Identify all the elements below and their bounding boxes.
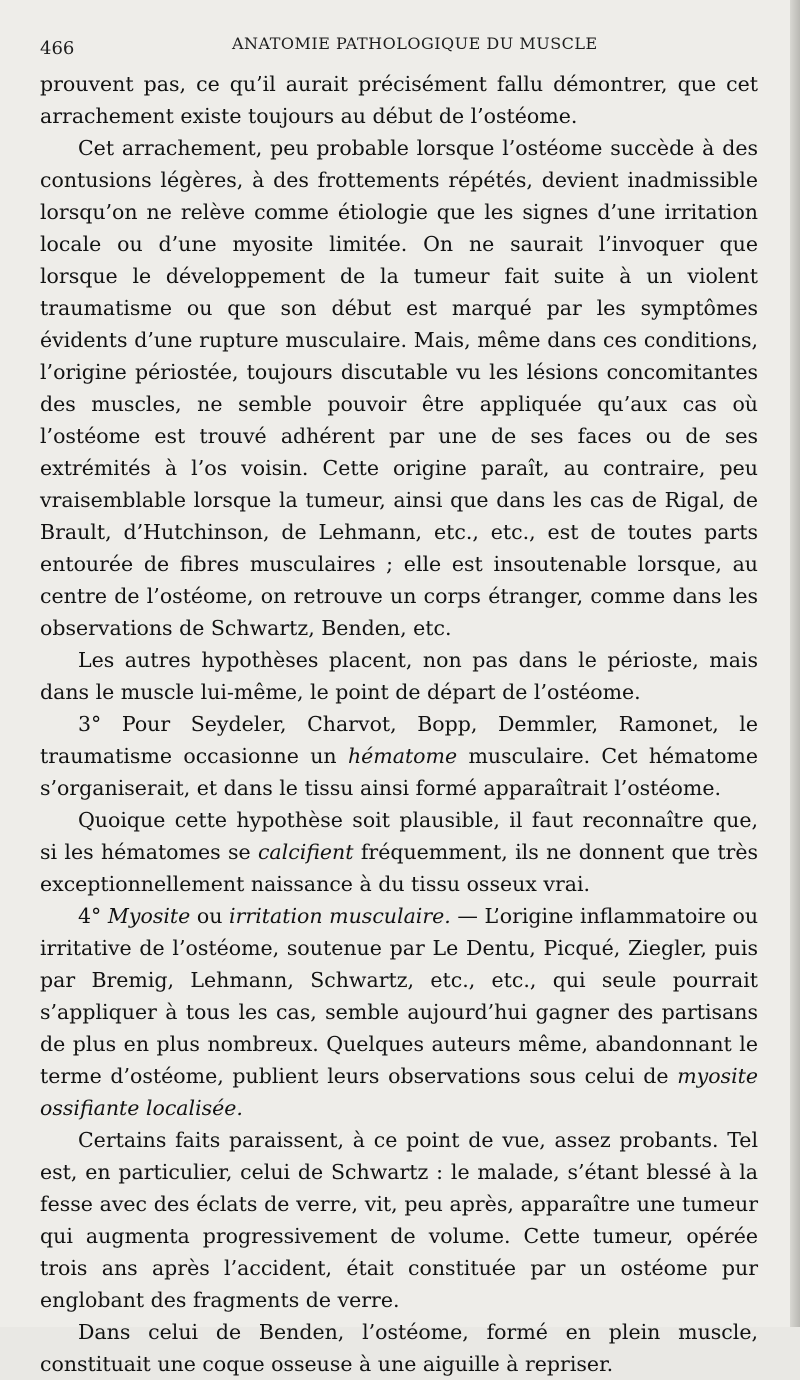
paragraph xyxy=(40,1124,758,1316)
italic-text-segment: myosite ossifiante localisée. xyxy=(40,1064,758,1120)
italic-text-segment: Myosite xyxy=(107,904,191,928)
page-header xyxy=(40,32,740,60)
page-number: 466 xyxy=(40,38,75,59)
text-segment: Cet arrachement, peu probable lorsque l’ostéome succède à des contusions légères, à des frottements répétés, devient inadmissible lorsqu’on ne relève comme étiologie que les signes d’une irritation locale ou d’une myosite limitée. On ne saurait l’invoquer que lorsque le développement de la tumeur fait suite à un violent traumatisme ou que son début est marqué par les symptômes évidents d’une rupture musculaire. Mais, même dans ces conditions, l’origine périostée, toujours discutable vu les lésions concomitantes des muscles, ne semble pouvoir être appliquée qu’aux cas où l’ostéome est trouvé adhérent par une de ses faces ou de ses extrémités à l’os voisin. Cette origine paraît, au contraire, peu vraisemblable lorsque la tumeur, ainsi que dans les cas de Rigal, de Brault, d’Hutchinson, de Lehmann, etc., etc., est de toutes parts entourée de fibres musculaires ; elle est insoutenable lorsque, au centre de l’ostéome, on retrouve un corps étranger, comme dans les observations de Schwartz, Benden, etc. xyxy=(40,136,758,640)
text-segment: Dans celui de Benden, l’ostéome, formé en plein muscle, constituait une coque osseuse à une aiguille à repriser. xyxy=(40,1320,758,1376)
paragraph xyxy=(40,1316,758,1380)
italic-text-segment: hématome xyxy=(347,744,458,768)
text-segment: Les autres hypothèses placent, non pas dans le périoste, mais dans le muscle lui-même, le point de départ de l’ostéome. xyxy=(40,648,758,704)
paragraph xyxy=(40,708,758,804)
italic-text-segment: calcifient xyxy=(257,840,354,864)
text-segment: Quoique cette hypothèse soit plausible, il faut reconnaître que, si les hématomes se xyxy=(40,808,758,864)
text-segment: — L’origine inflammatoire ou irritative de l’ostéome, soutenue par Le Dentu, Picqué, Ziegler, puis par Bremig, Lehmann, Schwartz, etc., etc., qui seule pourrait s’appliquer à tous les cas, semble aujourd’hui gagner des partisans de plus en plus nombreux. Quelques auteurs même, abandonnant le terme d’ostéome, publient leurs observations sous celui de xyxy=(40,904,759,1088)
text-segment: fréquemment, ils ne donnent que très exceptionnellement naissance à du tissu osseux vrai. xyxy=(40,840,759,896)
paragraph xyxy=(40,644,758,708)
text-segment: prouvent pas, ce qu’il aurait précisément fallu démontrer, que cet arrachement existe toujours au début de l’ostéome. xyxy=(40,72,758,128)
paragraph-continuation xyxy=(40,68,758,132)
text-segment: 3° Pour Seydeler, Charvot, Bopp, Demmler, Ramonet, le traumatisme occasionne un xyxy=(40,712,758,768)
paragraph xyxy=(40,804,758,900)
paragraph xyxy=(40,132,758,644)
text-segment: Certains faits paraissent, à ce point de vue, assez probants. Tel est, en particulier, celui de Schwartz : le malade, s’étant blessé à la fesse avec des éclats de verre, vit, peu après, apparaître une tumeur qui augmenta progressivement de volume. Cette tumeur, opérée trois ans après l’accident, était constituée par un ostéome pur englobant des fragments de verre. xyxy=(40,1128,758,1312)
text-segment: musculaire. Cet hématome s’organiserait, et dans le tissu ainsi formé apparaîtrait l’ostéome. xyxy=(40,744,758,800)
paragraph xyxy=(40,900,758,1124)
text-segment: 4° xyxy=(78,904,108,928)
body-text xyxy=(40,68,758,1380)
italic-text-segment: irritation musculaire. xyxy=(229,904,451,928)
page-edge-shadow xyxy=(790,0,800,1327)
running-title: ANATOMIE PATHOLOGIQUE DU MUSCLE xyxy=(232,34,598,53)
text-segment: ou xyxy=(190,904,230,928)
